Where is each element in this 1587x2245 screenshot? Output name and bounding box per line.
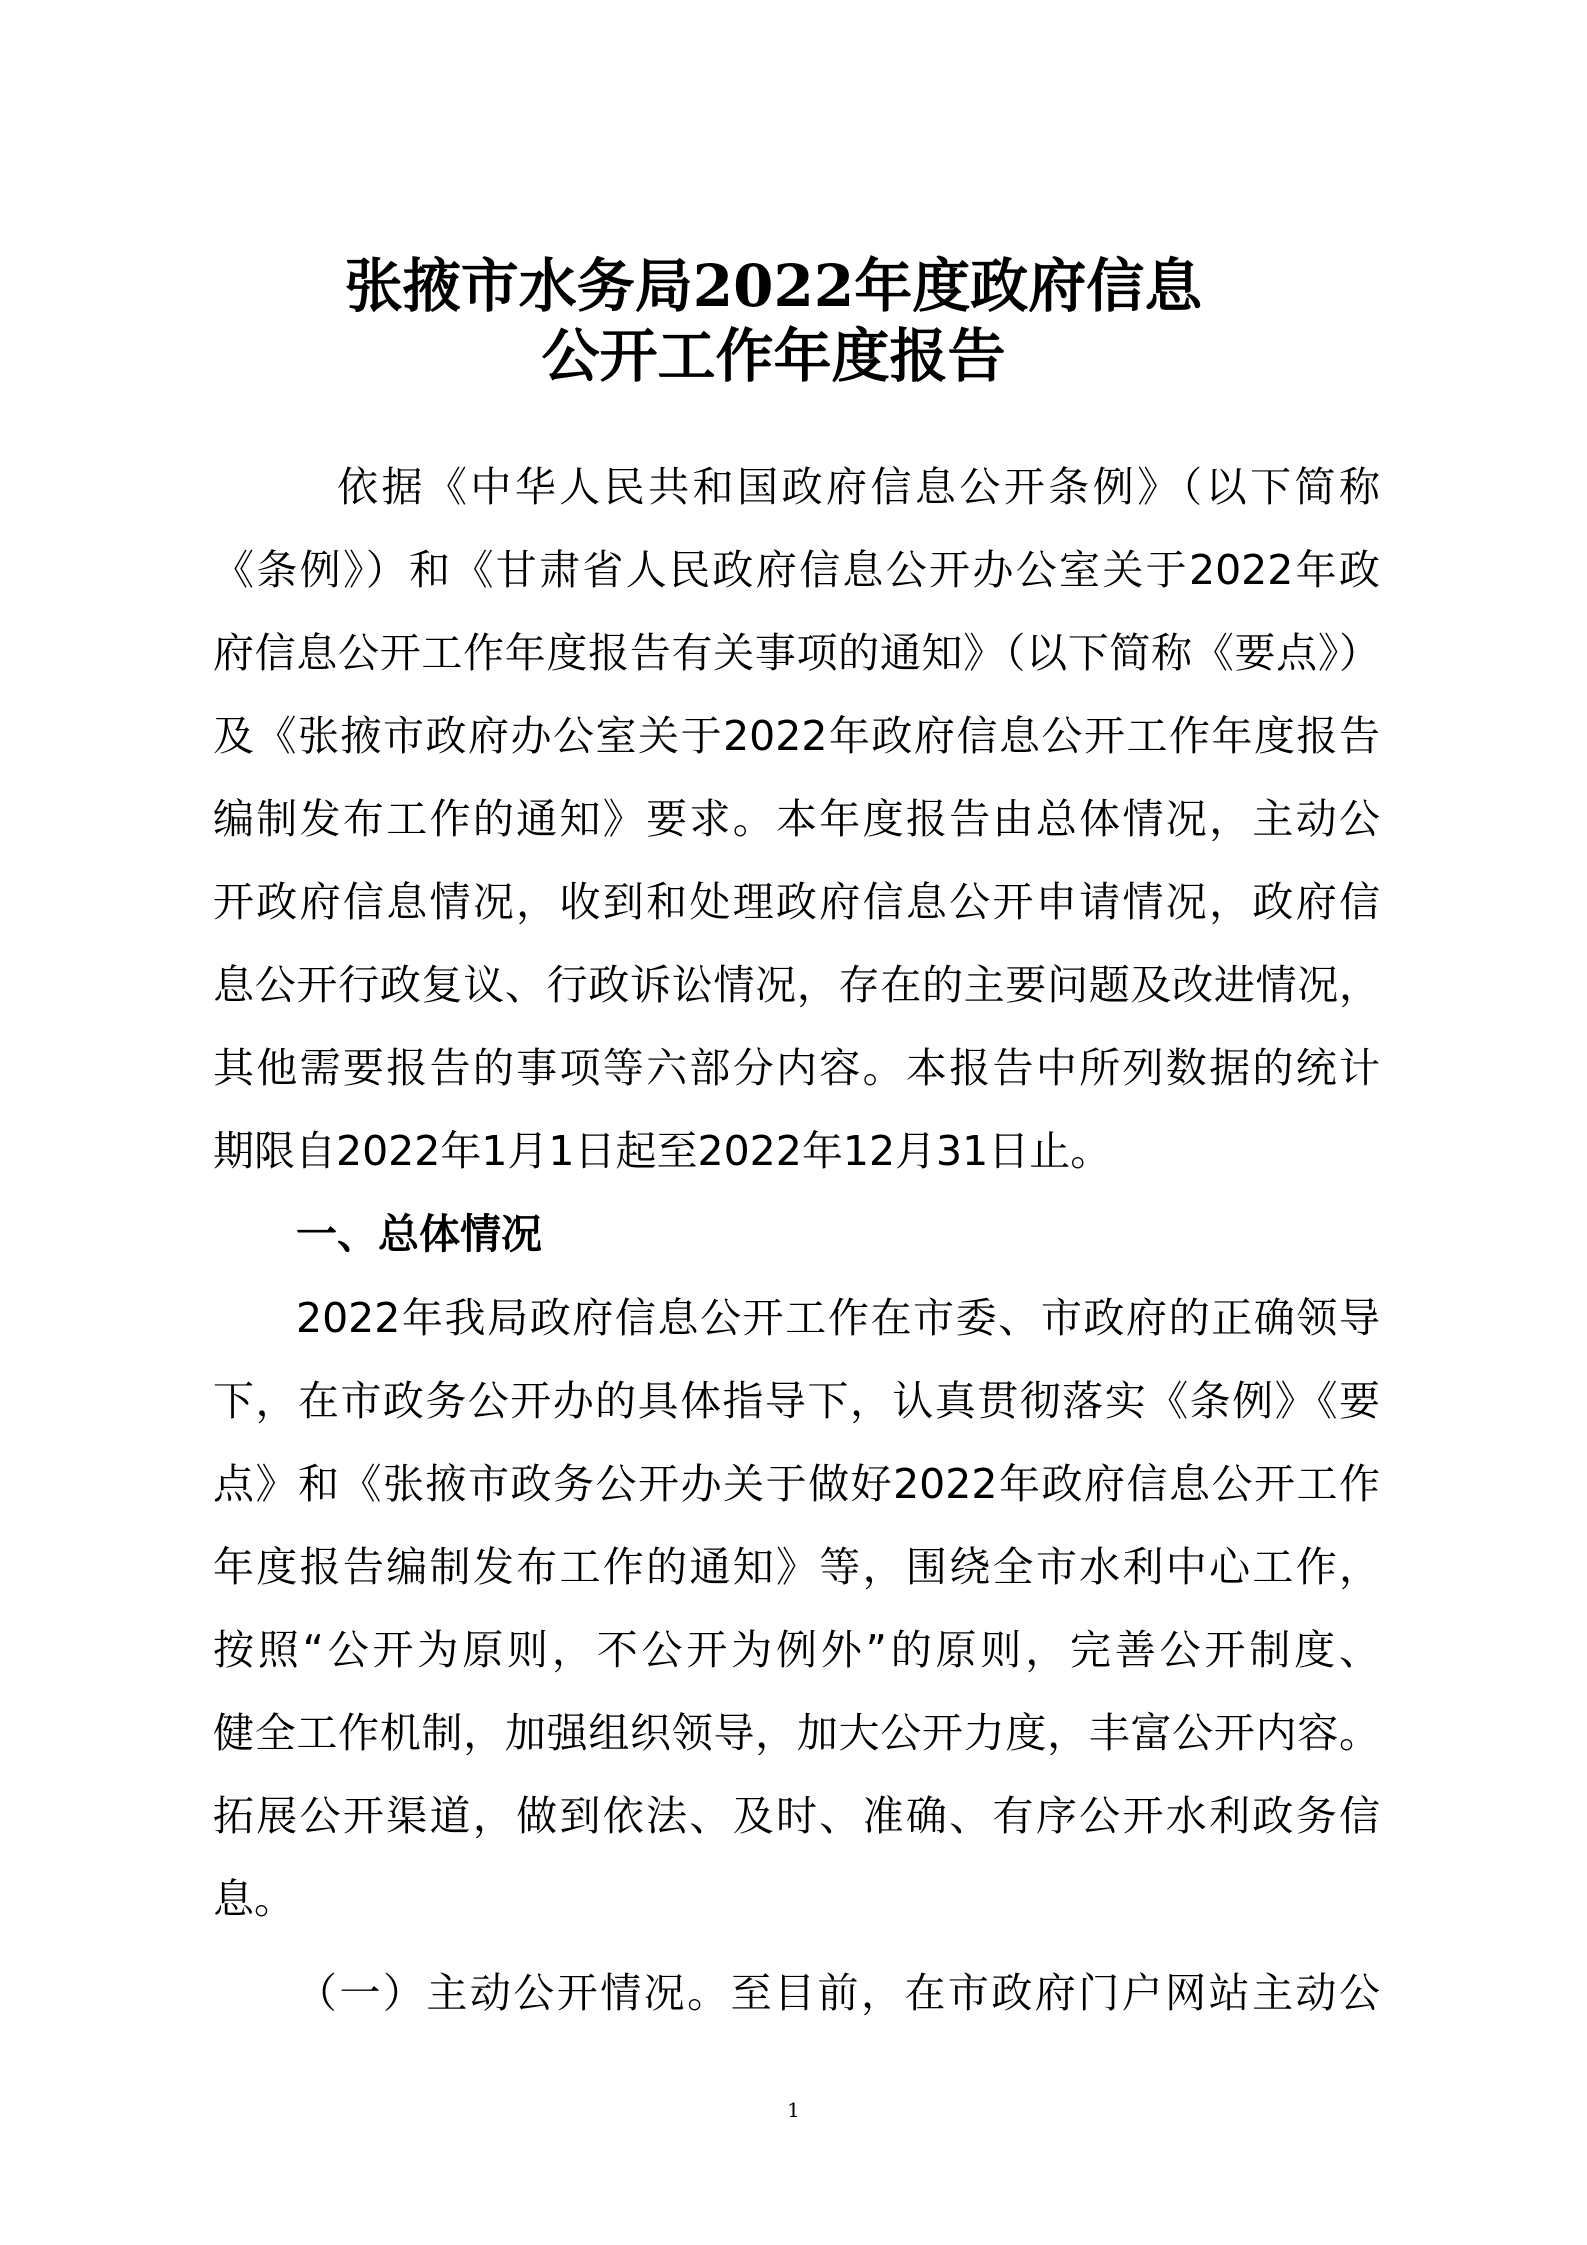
section-heading: 一、总体情况 — [296, 1210, 542, 1258]
body-line: 按照“公开为原则，不公开为例外”的原则，完善公开制度、 — [213, 1626, 1380, 1674]
body-line: 其他需要报告的事项等六部分内容。本报告中所列数据的统计 — [213, 1044, 1380, 1092]
body-line: 及《张掖市政府办公室关于2022年政府信息公开工作年度报告 — [213, 712, 1380, 760]
body-line: 健全工作机制，加强组织领导，加大公开力度，丰富公开内容。 — [213, 1709, 1380, 1757]
document-title-line-1: 张掖市水务局2022年度政府信息 — [344, 252, 1203, 320]
document-title-line-2: 公开工作年度报告 — [541, 322, 1006, 390]
body-line: 府信息公开工作年度报告有关事项的通知》（以下简称《要点》） — [213, 629, 1380, 677]
body-line: 依据《中华人民共和国政府信息公开条例》（以下简称 — [337, 463, 1380, 511]
body-line: 《条例》）和《甘肃省人民政府信息公开办公室关于2022年政 — [213, 546, 1380, 594]
body-line: 期限自2022年1月1日起至2022年12月31日止。 — [213, 1127, 1112, 1175]
body-line: 2022年我局政府信息公开工作在市委、市政府的正确领导 — [296, 1294, 1380, 1342]
body-line: 拓展公开渠道，做到依法、及时、准确、有序公开水利政务信 — [213, 1792, 1380, 1840]
body-line: 点》和《张掖市政务公开办关于做好2022年政府信息公开工作 — [213, 1460, 1380, 1508]
body-line: 下，在市政务公开办的具体指导下，认真贯彻落实《条例》《要 — [213, 1377, 1380, 1425]
body-line: 编制发布工作的通知》要求。本年度报告由总体情况，主动公 — [213, 795, 1380, 843]
body-line: 年度报告编制发布工作的通知》等，围绕全市水利中心工作， — [213, 1543, 1380, 1591]
body-line: 开政府信息情况，收到和处理政府信息公开申请情况，政府信 — [213, 878, 1380, 926]
body-line: （一）主动公开情况。至目前，在市政府门户网站主动公 — [296, 1969, 1380, 2017]
page-number: 1 — [787, 2098, 800, 2122]
body-line: 息公开行政复议、行政诉讼情况，存在的主要问题及改进情况， — [213, 961, 1380, 1009]
body-line: 息。 — [213, 1875, 295, 1923]
